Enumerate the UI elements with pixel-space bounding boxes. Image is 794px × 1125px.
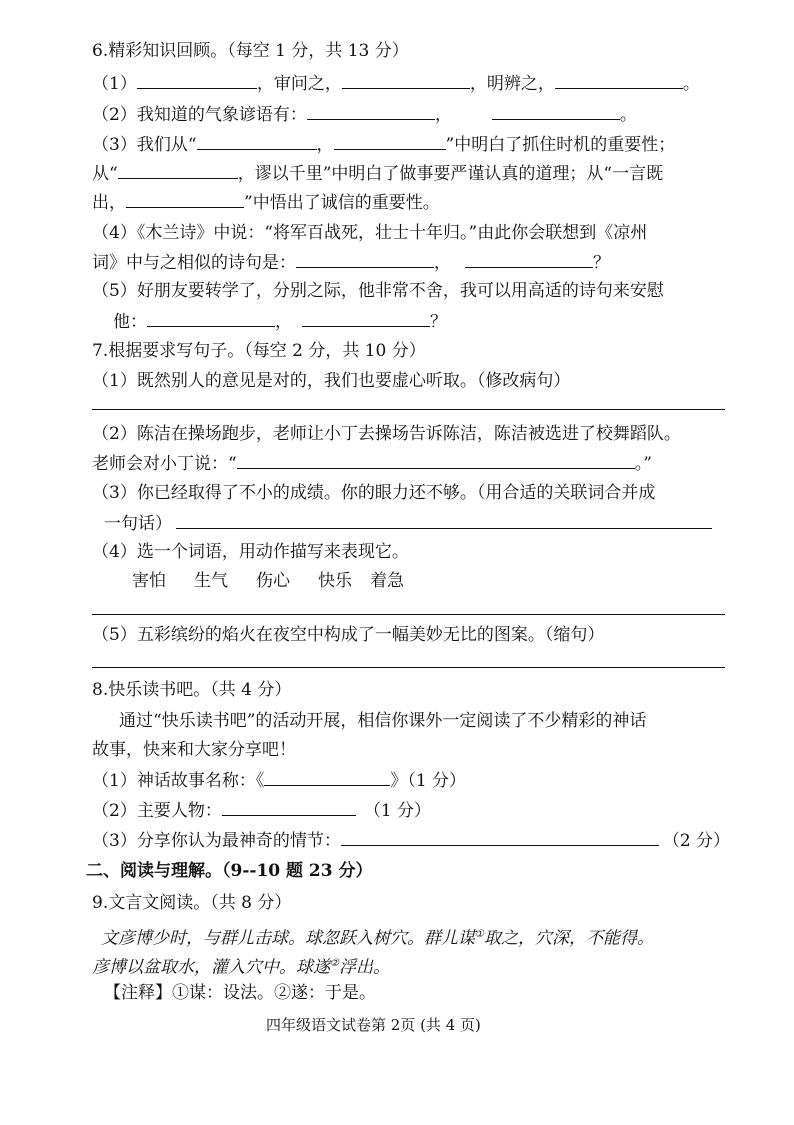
answer-blank[interactable]: [334, 133, 446, 150]
q8-item1-a: （1）神话故事名称：《: [92, 771, 265, 791]
q6-item3-start: （3）我们从“: [92, 135, 197, 155]
q9-passage-text: 彦博以盆取水，灌入穴中。球遂: [92, 957, 330, 978]
q6-item5-l2b: ，: [275, 312, 292, 332]
q8-intro-line2: 故事，快来和大家分享吧！: [92, 740, 296, 760]
answer-blank[interactable]: [118, 162, 238, 179]
word-option: 生气: [194, 571, 228, 591]
q8-item3-b: （2 分）: [662, 831, 731, 851]
q8-intro-line1: 通过“快乐读书吧”的活动开展，相信你课外一定阅读了不少精彩的神话: [119, 711, 647, 731]
q8-item1: [92, 769, 466, 792]
page-footer: 四年级语文试卷第 2页 (共 4 页): [266, 1016, 481, 1034]
q6-item5-l2c: ？: [430, 312, 447, 332]
q7-item3-line2: [104, 512, 712, 535]
q6-item2: [92, 103, 637, 126]
q6-item4-l2a: 词》中与之相似的诗句是：: [92, 253, 296, 273]
note-marker: ②: [330, 958, 339, 969]
q6-item1: [92, 72, 700, 95]
q6-item1-text-c: 。: [682, 74, 700, 94]
q7-item2-l2a: 老师会对小丁说：“: [92, 454, 237, 474]
q7-item1: （1）既然别人的意见是对的，我们也要虚心听取。（修改病句）: [92, 371, 571, 391]
q6-item5-l2a: 他：: [113, 312, 147, 332]
answer-blank[interactable]: [197, 133, 317, 150]
answer-line[interactable]: [92, 409, 725, 410]
answer-blank[interactable]: [264, 769, 390, 786]
q6-item2-text: （2）我知道的气象谚语有：: [92, 105, 307, 125]
q6-item3-line2: [92, 162, 663, 185]
answer-blank[interactable]: [465, 251, 593, 268]
q6-item3-l3b: ”中悟出了诚信的重要性。: [244, 193, 440, 213]
section-heading: 二、阅读与理解。（9--10 题 23 分）: [86, 861, 373, 881]
q8-item2-b: （1 分）: [363, 801, 432, 821]
answer-blank[interactable]: [147, 310, 275, 327]
answer-blank[interactable]: [492, 103, 620, 120]
q6-item1-text-b: ，明辨之，: [469, 74, 555, 94]
q7-item3-l2: 一句话）: [104, 514, 172, 534]
answer-blank[interactable]: [296, 251, 434, 268]
q8-title: 8.快乐读书吧。（共 4 分）: [92, 680, 292, 700]
answer-blank[interactable]: [176, 512, 712, 529]
q6-item3-comma: ，: [316, 135, 334, 155]
answer-blank[interactable]: [126, 191, 244, 208]
word-option: 害怕: [132, 571, 166, 591]
q7-item2-l2b: 。”: [634, 454, 652, 474]
q6-item3-l2a: 从“: [92, 164, 118, 184]
q8-item2: [92, 799, 431, 822]
q9-passage-line1: [101, 924, 654, 950]
answer-blank[interactable]: [137, 72, 257, 89]
q6-item4-line1: （4）《木兰诗》中说：“将军百战死，壮士十年归。”由此你会联想到《凉州: [92, 223, 648, 243]
q7-item2-line2: [92, 452, 652, 475]
q6-item3-line1: [92, 133, 675, 156]
q7-item2-line1: （2）陈洁在操场跑步，老师让小丁去操场告诉陈洁，陈洁被选进了校舞蹈队。: [92, 424, 681, 444]
word-option: 快乐: [318, 571, 352, 591]
q8-item2-a: （2）主要人物：: [92, 801, 222, 821]
word-option: 着急: [370, 571, 404, 591]
q9-passage-text: 文彦博少时，与群儿击球。球忽跃入树穴。群儿谋: [101, 928, 475, 949]
q6-item2-sep: ，: [434, 105, 452, 125]
q8-item3: [92, 829, 730, 852]
word-option: 伤心: [256, 571, 290, 591]
q9-passage-text: 取之，穴深，不能得。: [483, 928, 654, 949]
q6-item4-l2c: ？: [593, 253, 610, 273]
answer-blank[interactable]: [341, 829, 659, 846]
q6-item3-l3a: 出，: [92, 193, 126, 213]
q6-item2-end: 。: [619, 105, 637, 125]
answer-blank[interactable]: [342, 72, 470, 89]
q6-item3-line3: [92, 191, 440, 214]
q6-item3-l2b: ，谬以千里”中明白了做事要严谨认真的道理；从“一言既: [237, 164, 664, 184]
q7-item3-line1: （3）你已经取得了不小的成绩。你的眼力还不够。（用合适的关联词合并成: [92, 483, 656, 503]
q6-item1-text-a: ，审问之，: [256, 74, 342, 94]
q8-item1-b: 》（1 分）: [390, 771, 467, 791]
answer-line[interactable]: [92, 667, 725, 668]
q6-item3-mid: ”中明白了抓住时机的重要性；: [445, 135, 676, 155]
q7-item5: （5）五彩缤纷的焰火在夜空中构成了一幅美妙无比的图案。（缩句）: [92, 625, 605, 645]
answer-blank[interactable]: [307, 103, 435, 120]
q6-item1-num: （1）: [92, 74, 137, 94]
q6-item4-l2b: ，: [434, 253, 451, 273]
q9-passage-line2: [92, 953, 390, 979]
answer-blank[interactable]: [555, 72, 683, 89]
answer-blank[interactable]: [222, 799, 356, 816]
q6-item5-line2: [113, 310, 447, 333]
answer-blank[interactable]: [302, 310, 430, 327]
q7-item4: （4）选一个词语，用动作描写来表现它。: [92, 542, 409, 562]
q7-item4-words: [132, 570, 404, 592]
q6-title: 6.精彩知识回顾。（每空 1 分，共 13 分）: [92, 41, 409, 61]
answer-blank[interactable]: [237, 452, 635, 469]
q8-item3-a: （3）分享你认为最神奇的情节：: [92, 831, 341, 851]
answer-line[interactable]: [92, 614, 725, 615]
note-marker: ①: [475, 929, 484, 940]
q9-title: 9.文言文阅读。（共 8 分）: [92, 893, 292, 913]
q9-passage-text: 浮出。: [338, 957, 390, 978]
q9-notes: 【注释】①谋：设法。②遂：于是。: [104, 983, 376, 1003]
q7-title: 7.根据要求写句子。（每空 2 分，共 10 分）: [92, 341, 426, 361]
q6-item4-line2: [92, 251, 610, 274]
q6-item5-line1: （5）好朋友要转学了，分别之际，他非常不舍，我可以用高适的诗句来安慰: [92, 281, 664, 301]
